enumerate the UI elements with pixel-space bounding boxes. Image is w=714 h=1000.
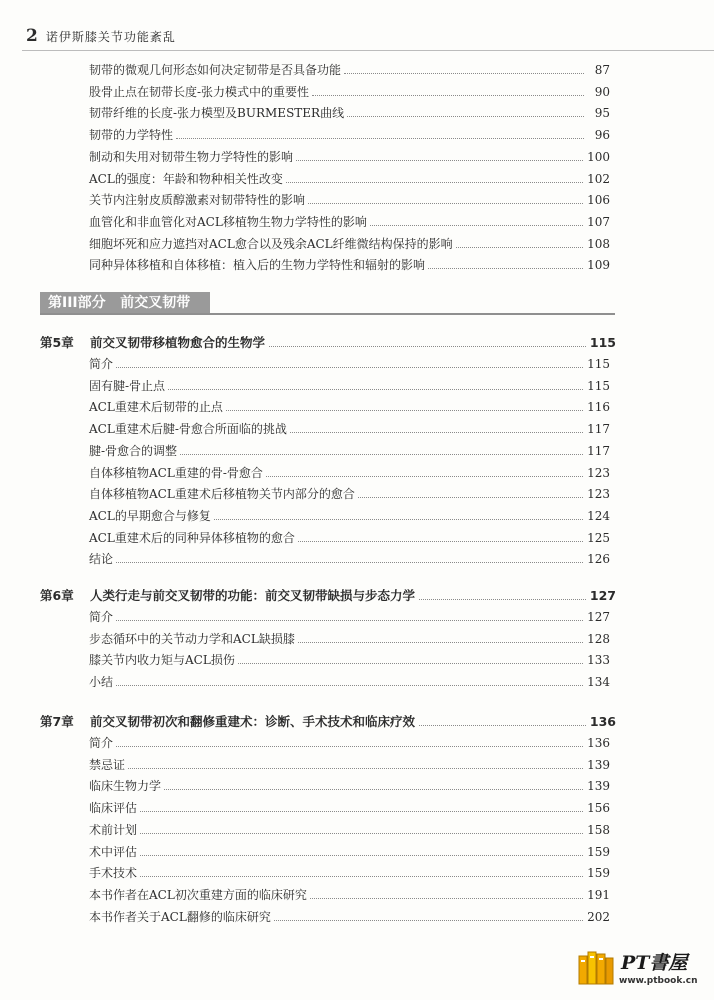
toc-entry-page: 96 <box>594 128 610 143</box>
toc-entry <box>89 376 610 394</box>
watermark-url: www.ptbook.cn <box>619 976 698 986</box>
leader-dots <box>140 855 583 856</box>
toc-entry <box>89 60 610 78</box>
leader-dots <box>456 247 583 248</box>
toc-entry-title: ACL的早期愈合与修复 <box>89 508 214 524</box>
leader-dots <box>298 642 583 643</box>
toc-entry-page: 126 <box>587 552 610 567</box>
leader-dots <box>269 346 586 347</box>
toc-entry <box>89 776 610 794</box>
part-title: 前交叉韧带 <box>120 295 191 311</box>
toc-entry <box>89 419 610 437</box>
toc-entry <box>89 528 610 546</box>
part-heading <box>40 292 210 314</box>
leader-dots <box>140 833 583 834</box>
toc-entry-title: 关节内注射皮质醇激素对韧带特性的影响 <box>89 192 308 208</box>
toc-entry-title: 术前计划 <box>89 822 140 838</box>
toc-entry-title: 简介 <box>89 735 116 751</box>
toc-entry-page: 87 <box>594 63 610 77</box>
leader-dots <box>290 432 583 433</box>
toc-entry-title: 手术技术 <box>89 865 140 881</box>
toc-entry-page: 134 <box>587 675 610 690</box>
toc-entry-title: 本书作者关于ACL翻修的临床研究 <box>89 909 274 925</box>
toc-entry-page: 102 <box>587 171 610 186</box>
toc-entry-page: 202 <box>587 909 610 924</box>
toc-entry-page: 125 <box>587 530 610 545</box>
toc-entry <box>89 607 610 625</box>
toc-entry-page: 115 <box>587 357 610 371</box>
toc-entry-title: 简介 <box>89 609 116 625</box>
leader-dots <box>168 389 583 390</box>
toc-entry-title: 临床生物力学 <box>89 778 164 794</box>
leader-dots <box>308 203 583 204</box>
leader-dots <box>238 663 583 664</box>
toc-entry-title: 简介 <box>89 356 116 372</box>
toc-entry-title: 韧带的微观几何形态如何决定韧带是否具备功能 <box>89 62 344 78</box>
toc-entry <box>89 169 610 187</box>
toc-entry <box>89 798 610 816</box>
chapter-title: 前交叉韧带移植物愈合的生物学 <box>90 335 266 350</box>
toc-entry-title: 步态循环中的关节动力学和ACL缺损膝 <box>89 631 298 647</box>
toc-entry <box>89 650 610 668</box>
toc-entry-page: 106 <box>587 193 610 208</box>
watermark-logo <box>577 948 707 994</box>
part-label: 第III部分 <box>48 295 106 311</box>
toc-entry <box>89 190 610 208</box>
toc-entry-page: 159 <box>587 844 610 859</box>
leader-dots <box>116 367 583 368</box>
chapter-title: 人类行走与前交叉韧带的功能：前交叉韧带缺损与步态力学 <box>90 588 416 603</box>
toc-entry-title: 小结 <box>89 674 116 690</box>
toc-entry-page: 124 <box>587 508 610 523</box>
leader-dots <box>347 116 584 117</box>
toc-entry-title: 韧带纤维的长度-张力模型及BURMESTER曲线 <box>89 105 347 121</box>
books-icon <box>577 948 615 986</box>
leader-dots <box>344 73 584 74</box>
leader-dots <box>116 685 583 686</box>
toc-entry-page: 158 <box>587 822 610 837</box>
leader-dots <box>116 620 583 621</box>
leader-dots <box>286 182 583 183</box>
chapter-page: 127 <box>589 588 616 603</box>
toc-entry-page: 115 <box>587 378 610 393</box>
toc-entry <box>89 255 610 273</box>
toc-entry-page: 90 <box>594 84 610 99</box>
watermark-name: PT書屋 <box>621 952 688 974</box>
toc-entry <box>89 125 610 143</box>
toc-entry-title: 股骨止点在韧带长度-张力模式中的重要性 <box>89 84 312 100</box>
toc-entry-title: 自体移植物ACL重建的骨-骨愈合 <box>89 465 266 481</box>
toc-entry-title: 本书作者在ACL初次重建方面的临床研究 <box>89 887 310 903</box>
toc-entry-title: 腱-骨愈合的调整 <box>89 443 180 459</box>
toc-entry <box>89 506 610 524</box>
leader-dots <box>310 898 583 899</box>
toc-entry-page: 109 <box>587 258 610 273</box>
toc-entry <box>89 820 610 838</box>
leader-dots <box>370 225 583 226</box>
leader-dots <box>140 811 583 812</box>
toc-entry-page: 95 <box>594 106 610 121</box>
toc-entry-page: 136 <box>587 736 610 750</box>
toc-entry <box>89 484 610 502</box>
part-rule <box>40 313 615 315</box>
toc-entry-page: 117 <box>587 443 610 458</box>
toc-entry-title: 自体移植物ACL重建术后移植物关节内部分的愈合 <box>89 486 358 502</box>
toc-entry <box>89 463 610 481</box>
toc-entry <box>89 397 610 415</box>
toc-entry-page: 127 <box>587 610 610 624</box>
leader-dots <box>428 268 583 269</box>
chapter-number: 第6章 <box>40 588 74 603</box>
leader-dots <box>226 410 583 411</box>
header-rule <box>22 50 714 51</box>
toc-entry-title: ACL的强度：年龄和物种相关性改变 <box>89 171 286 187</box>
toc-entry <box>89 234 610 252</box>
leader-dots <box>298 541 583 542</box>
toc-entry <box>89 147 610 165</box>
toc-entry-title: 固有腱-骨止点 <box>89 378 168 394</box>
toc-entry-page: 191 <box>587 887 610 902</box>
chapter-heading <box>40 584 616 604</box>
toc-entry-title: ACL重建术后韧带的止点 <box>89 399 226 415</box>
leader-dots <box>274 920 583 921</box>
leader-dots <box>296 160 583 161</box>
toc-entry-title: 血管化和非血管化对ACL移植物生物力学特性的影响 <box>89 214 370 230</box>
toc-entry-page: 123 <box>587 465 610 480</box>
toc-entry-title: 同种异体移植和自体移植：植入后的生物力学特性和辐射的影响 <box>89 257 428 273</box>
leader-dots <box>128 768 583 769</box>
leader-dots <box>116 746 583 747</box>
toc-entry <box>89 354 610 372</box>
toc-entry-title: 细胞坏死和应力遮挡对ACL愈合以及残余ACL纤维微结构保持的影响 <box>89 236 456 252</box>
chapter-number: 第5章 <box>40 335 74 350</box>
toc-entry-title: 结论 <box>89 551 116 567</box>
toc-entry-page: 133 <box>587 653 610 668</box>
leader-dots <box>358 497 583 498</box>
toc-entry <box>89 733 610 751</box>
toc-entry <box>89 907 610 925</box>
toc-entry <box>89 629 610 647</box>
chapter-page: 136 <box>589 714 616 729</box>
toc-entry-title: 临床评估 <box>89 800 140 816</box>
toc-entry-title: ACL重建术后的同种异体移植物的愈合 <box>89 530 298 546</box>
toc-entry-page: 100 <box>587 149 610 164</box>
toc-entry-page: 128 <box>587 631 610 646</box>
toc-entry <box>89 103 610 121</box>
toc-entry <box>89 549 610 567</box>
toc-entry-title: 韧带的力学特性 <box>89 127 176 143</box>
leader-dots <box>266 476 583 477</box>
toc-entry <box>89 755 610 773</box>
page-header <box>26 26 176 46</box>
toc-entry <box>89 441 610 459</box>
toc-entry-page: 123 <box>587 487 610 502</box>
leader-dots <box>140 876 583 877</box>
toc-entry-page: 159 <box>587 866 610 881</box>
toc-entry-page: 117 <box>587 422 610 437</box>
leader-dots <box>312 95 584 96</box>
toc-entry-title: 制动和失用对韧带生物力学特性的影响 <box>89 149 296 165</box>
toc-entry-page: 116 <box>587 400 610 415</box>
toc-entry <box>89 863 610 881</box>
toc-entry-page: 139 <box>587 779 610 794</box>
book-title: 诺伊斯膝关节功能紊乱 <box>45 30 176 44</box>
toc-entry-title: 禁忌证 <box>89 757 128 773</box>
toc-entry-page: 139 <box>587 757 610 772</box>
leader-dots <box>419 725 586 726</box>
leader-dots <box>419 599 586 600</box>
leader-dots <box>214 519 583 520</box>
toc-entry <box>89 212 610 230</box>
chapter-heading <box>40 710 616 730</box>
leader-dots <box>180 454 583 455</box>
toc-entry-title: 膝关节内收力矩与ACL损伤 <box>89 652 238 668</box>
leader-dots <box>176 138 584 139</box>
chapter-number: 第7章 <box>40 714 74 729</box>
chapter-title: 前交叉韧带初次和翻修重建术：诊断、手术技术和临床疗效 <box>90 714 416 729</box>
toc-entry-page: 108 <box>587 236 610 251</box>
toc-entry <box>89 885 610 903</box>
leader-dots <box>116 562 583 563</box>
toc-entry <box>89 82 610 100</box>
toc-entry-page: 107 <box>587 214 610 229</box>
chapter-heading <box>40 331 616 351</box>
leader-dots <box>164 789 583 790</box>
toc-entry <box>89 842 610 860</box>
chapter-page: 115 <box>589 335 616 350</box>
toc-entry <box>89 672 610 690</box>
toc-entry-title: 术中评估 <box>89 844 140 860</box>
toc-entry-page: 156 <box>587 801 610 816</box>
toc-entry-title: ACL重建术后腱-骨愈合所面临的挑战 <box>89 421 290 437</box>
page-number: 2 <box>26 26 38 46</box>
